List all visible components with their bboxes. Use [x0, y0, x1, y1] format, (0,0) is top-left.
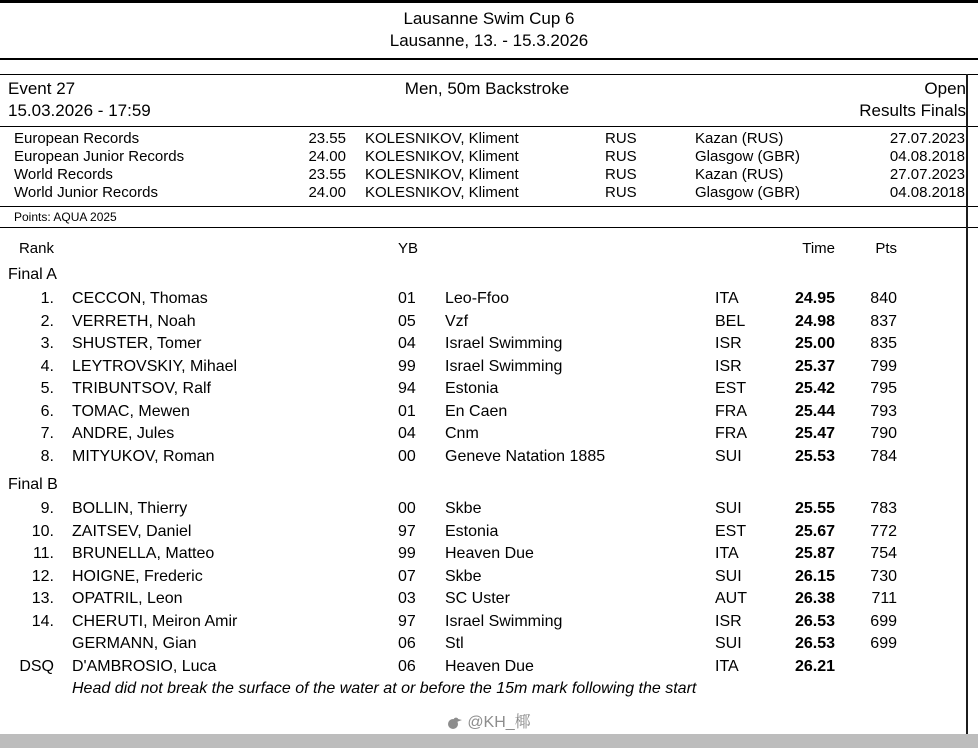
results-label: Results Finals	[859, 101, 966, 120]
cell-time: 25.55	[794, 500, 835, 517]
result-row	[0, 311, 978, 334]
cell-nation: AUT	[715, 590, 747, 607]
cell-time: 25.53	[794, 447, 835, 465]
cell-pts: 730	[870, 567, 897, 585]
record-rdate: 04.08.2018	[889, 148, 965, 165]
cell-pts: 793	[870, 402, 897, 420]
cell-nation: ISR	[715, 335, 742, 352]
cell-yb: 99	[398, 357, 416, 375]
cell-rank: 14.	[31, 612, 54, 630]
meet-title: Lausanne Swim Cup 6	[403, 9, 575, 28]
cell-name: GERMANN, Gian	[72, 635, 197, 652]
cell-club: Geneve Natation 1885	[445, 447, 606, 465]
cell-club: Israel Swimming	[445, 612, 563, 630]
record-rnation: RUS	[605, 148, 637, 165]
record-rname: KOLESNIKOV, Kliment	[365, 184, 519, 201]
cell-nation: ISR	[715, 612, 742, 630]
result-row	[0, 543, 978, 566]
cell-time: 26.53	[794, 635, 835, 652]
cell-pts: 784	[870, 447, 897, 465]
cell-nation: SUI	[715, 447, 742, 465]
cell-name: CHERUTI, Meiron Amir	[72, 612, 238, 630]
cell-pts	[835, 656, 897, 679]
cell-rank: 11.	[32, 545, 54, 562]
header-pts: Pts	[875, 240, 897, 257]
cell-rank: 2.	[40, 312, 54, 330]
record-rname: KOLESNIKOV, Kliment	[365, 166, 519, 183]
cell-nation: BEL	[715, 312, 746, 330]
record-rdate: 27.07.2023	[889, 130, 965, 147]
cell-pts: 711	[871, 590, 897, 607]
record-row	[0, 184, 978, 202]
cell-nation: EST	[715, 522, 747, 540]
cell-pts: 790	[870, 425, 897, 442]
cell-time: 26.38	[794, 590, 835, 607]
cell-name: OPATRIL, Leon	[72, 590, 183, 607]
cell-club: Heaven Due	[445, 545, 534, 562]
header-club-spacer	[445, 240, 715, 258]
result-row	[0, 356, 978, 379]
result-row	[0, 423, 978, 446]
cell-club: Vzf	[445, 312, 469, 330]
cell-rank: 13.	[31, 590, 54, 607]
result-row	[0, 378, 978, 401]
spacer	[0, 60, 978, 74]
cell-yb: 97	[398, 612, 416, 630]
dsq-note: Head did not break the surface of the water at or before the 15m mark following the start	[72, 680, 697, 697]
cell-time: 25.37	[794, 357, 835, 375]
record-rname: KOLESNIKOV, Kliment	[365, 130, 519, 147]
record-label: World Records	[14, 166, 113, 183]
cell-yb: 99	[398, 545, 416, 562]
cell-yb: 04	[398, 425, 416, 442]
cell-pts: 754	[870, 545, 897, 562]
cell-club: Skbe	[445, 567, 482, 585]
watermark-text: @KH_椰	[467, 714, 531, 731]
cell-yb: 01	[398, 290, 416, 307]
cell-pts: 699	[870, 635, 897, 652]
record-rplace: Glasgow (GBR)	[695, 148, 801, 165]
record-rdate: 04.08.2018	[889, 184, 965, 201]
record-rnation: RUS	[605, 166, 637, 183]
cell-club: Skbe	[445, 500, 482, 517]
cell-yb: 00	[398, 500, 416, 517]
cell-pts: 835	[870, 335, 897, 352]
record-rplace: Glasgow (GBR)	[695, 184, 801, 201]
cell-time: 26.15	[794, 567, 835, 585]
result-row	[0, 401, 978, 424]
event-header	[0, 75, 978, 126]
cell-name: LEYTROVSKIY, Mihael	[72, 357, 238, 375]
cell-yb: 06	[398, 635, 416, 652]
cell-name: ZAITSEV, Daniel	[72, 522, 192, 540]
cell-time: 26.53	[794, 612, 835, 630]
record-rtime: 24.00	[308, 184, 346, 201]
cell-club: Stl	[445, 635, 464, 652]
cell-nation: ISR	[715, 357, 742, 375]
cell-club: SC Uster	[445, 590, 510, 607]
record-rnation: RUS	[605, 130, 637, 147]
record-rtime: 23.55	[308, 166, 346, 183]
result-row	[0, 288, 978, 311]
record-row	[0, 148, 978, 166]
bottom-strip	[0, 734, 978, 748]
cell-yb: 03	[398, 590, 416, 607]
cell-club: Israel Swimming	[445, 357, 563, 375]
cell-nation: ITA	[715, 290, 739, 307]
cell-rank: 10.	[31, 522, 54, 540]
cell-nation: SUI	[715, 635, 742, 652]
record-rtime: 23.55	[308, 130, 346, 147]
cell-name: VERRETH, Noah	[72, 312, 196, 330]
cell-club: Israel Swimming	[445, 335, 563, 352]
cell-time: 25.00	[794, 335, 835, 352]
result-row	[0, 446, 978, 469]
cell-name: BRUNELLA, Matteo	[72, 545, 215, 562]
record-rnation: RUS	[605, 184, 637, 201]
cell-nation: SUI	[715, 567, 742, 585]
header-time: Time	[802, 240, 835, 257]
results-header-row	[0, 228, 978, 258]
event-number: Event 27	[8, 79, 76, 98]
watermark-icon	[447, 716, 463, 730]
records-list	[0, 127, 978, 206]
cell-pts: 772	[870, 522, 897, 540]
cell-yb: 01	[398, 402, 416, 420]
result-row	[0, 498, 978, 521]
cell-name: ANDRE, Jules	[72, 425, 175, 442]
record-label: European Junior Records	[14, 148, 185, 165]
event-name: Men, 50m Backstroke	[404, 79, 570, 98]
cell-yb: 94	[398, 380, 416, 397]
cell-nation: EST	[715, 380, 747, 397]
cell-pts: 799	[870, 357, 897, 375]
page-right-border	[966, 74, 968, 734]
cell-name: TRIBUNTSOV, Ralf	[72, 380, 211, 397]
cell-rank: 1.	[40, 290, 54, 307]
cell-club: Heaven Due	[445, 657, 534, 675]
cell-time: 25.67	[794, 522, 835, 540]
watermark	[0, 714, 978, 732]
event-datetime: 15.03.2026 - 17:59	[8, 101, 151, 120]
cell-rank: 8.	[40, 447, 54, 465]
record-rname: KOLESNIKOV, Kliment	[365, 148, 519, 165]
cell-nation: FRA	[715, 425, 747, 442]
header-rank: Rank	[18, 240, 54, 257]
meet-header	[0, 3, 978, 58]
cell-name: CECCON, Thomas	[72, 290, 208, 307]
record-rplace: Kazan (RUS)	[695, 166, 784, 183]
record-rdate: 27.07.2023	[889, 166, 965, 183]
record-row	[0, 130, 978, 148]
cell-pts: 840	[870, 290, 897, 307]
points-note: Points: AQUA 2025	[14, 210, 117, 224]
cell-rank	[0, 633, 54, 656]
record-row	[0, 166, 978, 184]
cell-pts: 783	[870, 500, 897, 517]
result-row	[0, 333, 978, 356]
cell-rank: 3.	[40, 335, 54, 352]
cell-yb: 06	[398, 657, 416, 675]
cell-name: HOIGNE, Frederic	[72, 567, 203, 585]
cell-club: Cnm	[445, 425, 479, 442]
cell-time: 25.44	[794, 402, 835, 420]
cell-nation: SUI	[715, 500, 742, 517]
cell-yb: 05	[398, 312, 416, 330]
cell-club: Estonia	[445, 380, 499, 397]
cell-nation: FRA	[715, 402, 747, 420]
result-row	[0, 633, 978, 656]
cell-rank: 9.	[40, 500, 54, 517]
cell-yb: 97	[398, 522, 416, 540]
cell-name: D'AMBROSIO, Luca	[72, 657, 217, 675]
section-title: Final A	[8, 266, 57, 283]
meet-subtitle: Lausanne, 13. - 15.3.2026	[389, 31, 589, 50]
cell-pts: 699	[870, 612, 897, 630]
cell-pts: 795	[870, 380, 897, 397]
cell-rank: DSQ	[19, 657, 54, 675]
cell-time: 25.47	[794, 425, 835, 442]
result-row	[0, 566, 978, 589]
header-yb: YB	[398, 240, 419, 257]
cell-name: SHUSTER, Tomer	[72, 335, 202, 352]
cell-time: 25.42	[794, 380, 835, 397]
cell-nation: ITA	[715, 657, 739, 675]
cell-nation: ITA	[715, 545, 739, 562]
header-name-spacer	[54, 240, 398, 258]
cell-yb: 00	[398, 447, 416, 465]
cell-club: En Caen	[445, 402, 508, 420]
record-label: World Junior Records	[14, 184, 158, 201]
section-title: Final B	[8, 476, 58, 493]
result-row	[0, 521, 978, 544]
cell-time: 26.21	[794, 657, 835, 675]
cell-yb: 04	[398, 335, 416, 352]
result-row	[0, 611, 978, 634]
record-rplace: Kazan (RUS)	[695, 130, 784, 147]
event-category: Open	[924, 79, 966, 98]
cell-club: Leo-Ffoo	[445, 290, 510, 307]
cell-club: Estonia	[445, 522, 499, 540]
cell-rank: 4.	[40, 357, 54, 375]
cell-yb: 07	[398, 567, 416, 585]
result-row	[0, 656, 978, 679]
cell-pts: 837	[870, 312, 897, 330]
cell-rank: 7.	[40, 425, 54, 442]
cell-time: 24.95	[794, 290, 835, 307]
header-nation-spacer	[715, 240, 780, 258]
record-rtime: 24.00	[308, 148, 346, 165]
cell-time: 25.87	[794, 545, 835, 562]
cell-rank: 6.	[40, 402, 54, 420]
result-row	[0, 588, 978, 611]
record-label: European Records	[14, 130, 140, 147]
cell-rank: 12.	[31, 567, 54, 585]
cell-time: 24.98	[794, 312, 835, 330]
cell-rank: 5.	[40, 380, 54, 397]
cell-name: TOMAC, Mewen	[72, 402, 190, 420]
results-sections	[0, 258, 978, 700]
cell-name: BOLLIN, Thierry	[72, 500, 188, 517]
cell-name: MITYUKOV, Roman	[72, 447, 215, 465]
